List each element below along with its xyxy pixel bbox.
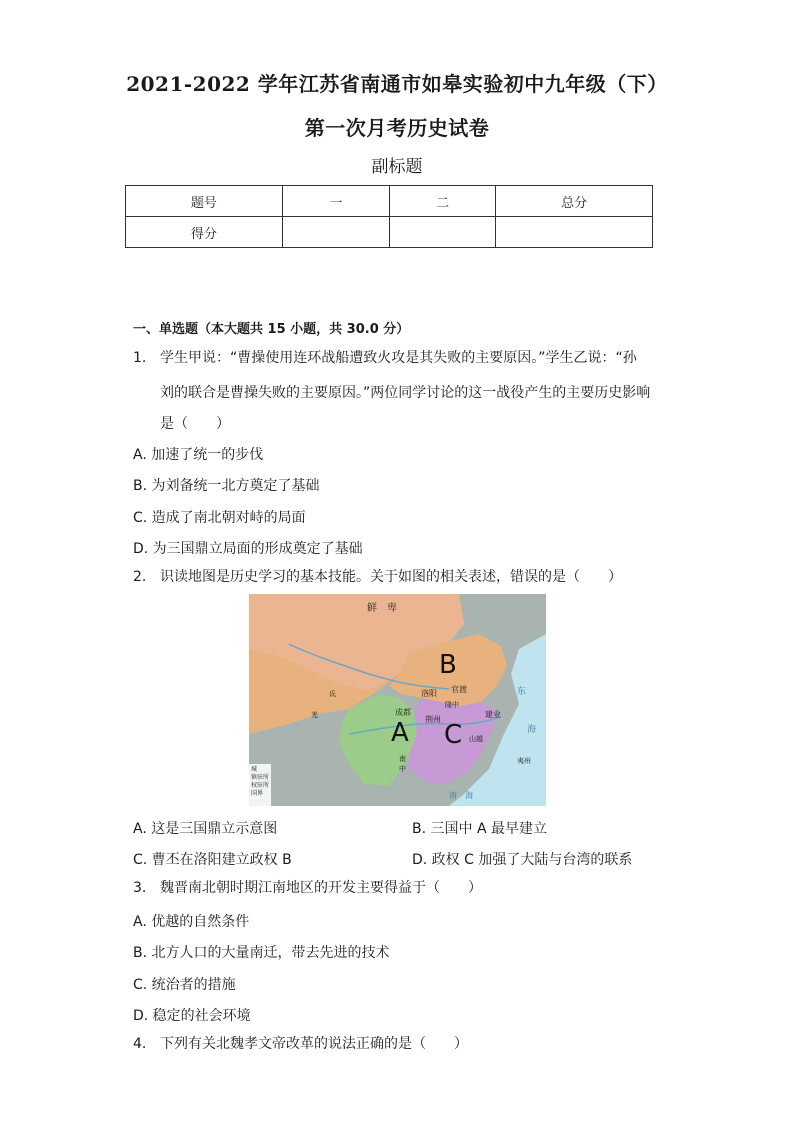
table-row <box>126 186 653 217</box>
map-label-xianbei: 鲜 卑 <box>367 603 397 614</box>
table-cell: 题号 <box>126 186 283 217</box>
map-label-longzhong: 隆中 <box>445 701 459 709</box>
option-b[interactable]: B. 三国中 A 最早建立 <box>412 821 547 837</box>
option-b[interactable]: B. 北方人口的大量南迁，带去先进的技术 <box>133 945 390 961</box>
option-d[interactable]: D. 为三国鼎立局面的形成奠定了基础 <box>133 541 363 557</box>
map-label-jianye: 建业 <box>485 710 501 719</box>
map-label-guandu: 官渡 <box>451 685 467 694</box>
option-a[interactable]: A. 加速了统一的步伐 <box>133 447 264 463</box>
table-cell: 一 <box>282 186 389 217</box>
map-svg <box>249 594 546 806</box>
question-text: 下列有关北魏孝文帝改革的说法正确的是（ ） <box>160 1036 468 1052</box>
option-c[interactable]: C. 造成了南北朝对峙的局面 <box>133 510 306 526</box>
map-letter-b: B <box>439 650 457 680</box>
map-label-shanyue: 山越 <box>469 735 483 743</box>
exam-title-line2: 第一次月考历史试卷 <box>304 116 490 140</box>
table-row <box>126 217 653 248</box>
map-letter-a: A <box>391 718 409 748</box>
question-number: 4. <box>133 1036 147 1052</box>
question-text: 学生甲说：“曹操使用连环战船遭致火攻是其失败的主要原因。”学生乙说：“孙 <box>160 350 637 366</box>
map-label-chengdu: 成都 <box>395 708 411 717</box>
map-label-luoyang: 洛阳 <box>421 689 437 698</box>
option-a[interactable]: A. 这是三国鼎立示意图 <box>133 821 278 837</box>
option-a[interactable]: A. 优越的自然条件 <box>133 914 250 930</box>
score-table <box>125 185 653 248</box>
question-4 <box>133 1029 468 1060</box>
map-label-nanzhong: 南中 <box>399 755 406 773</box>
option-c[interactable]: C. 统治者的措施 <box>133 977 236 993</box>
question-text: 识读地图是历史学习的基本技能。关于如图的相关表述，错误的是（ ） <box>160 569 622 585</box>
map-label-dong: 东 <box>517 687 527 697</box>
legend-item: 镇驻所 <box>251 774 270 781</box>
section-heading: 一、单选题（本大题共 15 小题，共 30.0 分） <box>133 322 410 337</box>
legend-item: 国界 <box>251 790 264 797</box>
map-label-nanhai: 南 海 <box>449 791 473 800</box>
question-3 <box>133 873 482 904</box>
table-cell: 得分 <box>126 217 283 248</box>
option-d[interactable]: D. 政权 C 加强了大陆与台湾的联系 <box>412 852 633 868</box>
option-b[interactable]: B. 为刘备统一北方奠定了基础 <box>133 478 320 494</box>
map-label-jingzhou: 荆州 <box>425 715 441 724</box>
table-cell: 二 <box>389 186 495 217</box>
map-label-hai: 海 <box>527 725 537 735</box>
map-label-qiang: 羌 <box>311 711 318 719</box>
question-number: 1. <box>133 350 147 366</box>
question-number: 2. <box>133 569 147 585</box>
question-text: 刘的联合是曹操失败的主要原因。”两位同学讨论的这一战役产生的主要历史影响 <box>160 385 651 401</box>
question-1 <box>133 343 637 374</box>
map-label-yizhou: 夷州 <box>517 757 531 765</box>
subtitle: 副标题 <box>371 157 423 177</box>
option-d[interactable]: D. 稳定的社会环境 <box>133 1008 251 1024</box>
legend-item: 权驻所 <box>251 782 270 789</box>
question-number: 3. <box>133 880 147 896</box>
question-text: 魏晋南北朝时期江南地区的开发主要得益于（ ） <box>160 880 482 896</box>
map-letter-c: C <box>444 720 463 750</box>
legend-item: 城 <box>251 766 258 773</box>
question-2 <box>133 562 622 593</box>
map-legend <box>251 766 269 798</box>
exam-title-line1: 2021-2022 学年江苏省南通市如皋实验初中九年级（下） <box>126 72 668 96</box>
table-cell <box>282 217 389 248</box>
table-cell <box>496 217 653 248</box>
option-c[interactable]: C. 曹丕在洛阳建立政权 B <box>133 852 292 868</box>
map-label-di: 氐 <box>329 690 336 698</box>
table-cell: 总分 <box>496 186 653 217</box>
question-text: 是（ ） <box>160 416 230 432</box>
three-kingdoms-map <box>249 594 546 806</box>
table-cell <box>389 217 495 248</box>
